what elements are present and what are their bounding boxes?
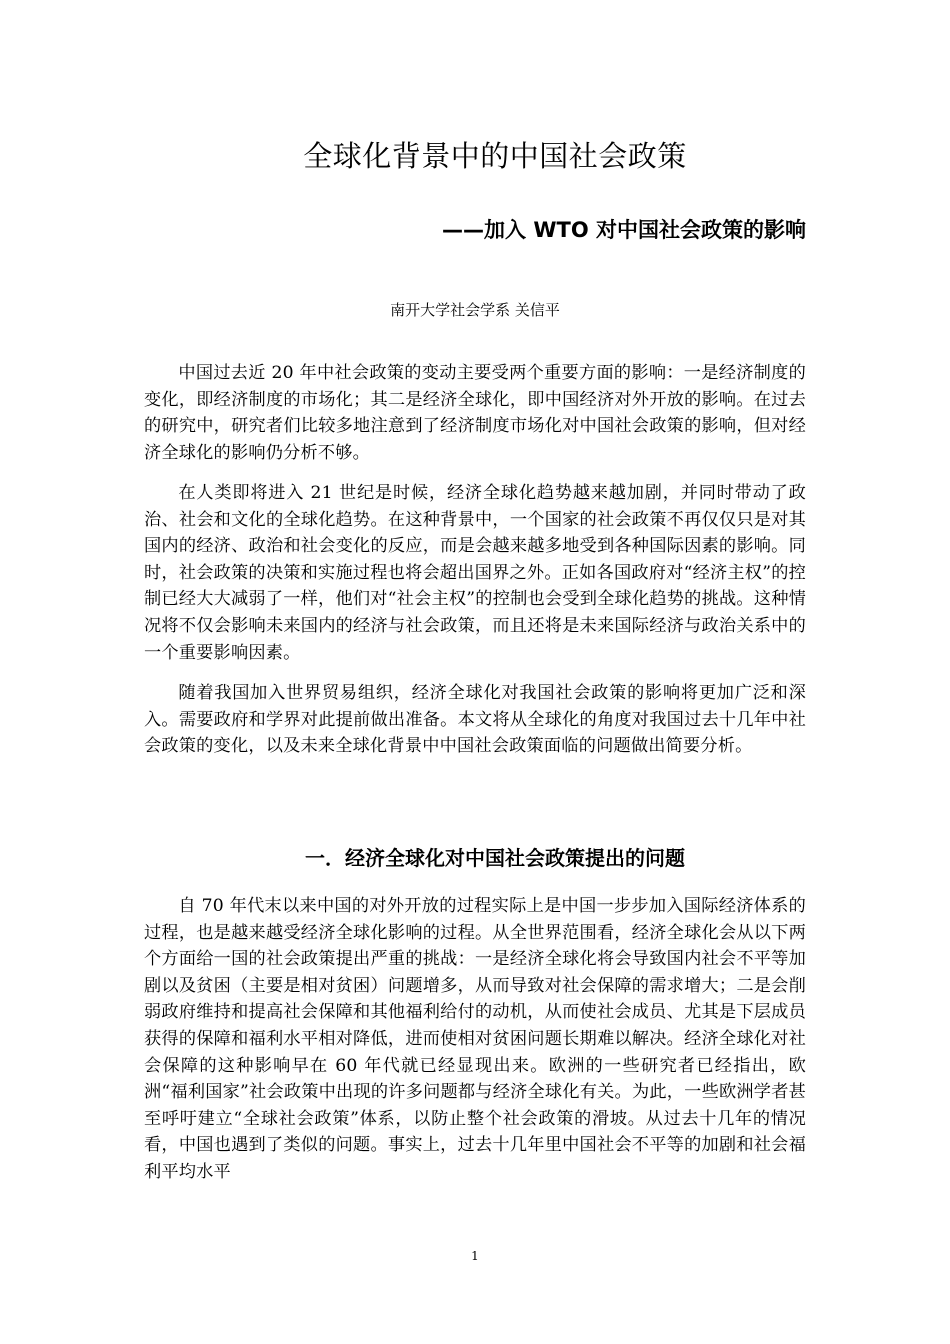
paragraph-intro-3: 随着我国加入世界贸易组织，经济全球化对我国社会政策的影响将更加广泛和深入。需要政府和学界对此提前做出准备。本文将从全球化的角度对我国过去十几年中社会政策的变化，以及未来全球化背景中中国社会政策面临的问题做出简要分析。 [144,683,806,757]
page-number: 1 [471,1249,479,1263]
paragraph-section-1: 自 70 年代末以来中国的对外开放的过程实际上是中国一步步加入国际经济体系的过程，也是越来越受经济全球化影响的过程。从全世界范围看，经济全球化会从以下两个方面给一国的社会政策提出严重的挑战：一是经济全球化将会导致国内社会不平等加剧以及贫困（主要是相对贫困）问题增多，从而导致对社会保障的需求增大；二是会削弱政府维持和提高社会保障和其他福利给付的动机，从而使社会成员、尤其是下层成员获得的保障和福利水平相对降低，进而使相对贫困问题长期难以解决。经济全球化对社会保障的这种影响早在 60 年代就已经显现出来。欧洲的一些研究者已经指出，欧洲“福利国家”社会政策中出现的许多问题都与经济全球化有关。为此，一些欧洲学者甚至呼吁建立“全球社会政策”体系，以防止整个社会政策的滑坡。从过去十几年的情况看，中国也遇到了类似的问题。事实上，过去十几年里中国社会不平等的加剧和社会福利平均水平 [144,896,806,1182]
paragraph-intro-2: 在人类即将进入 21 世纪是时候，经济全球化趋势越来越加剧，并同时带动了政治、社会和文化的全球化趋势。在这种背景中，一个国家的社会政策不再仅仅只是对其国内的经济、政治和社会变化的反应，而是会越来越多地受到各种国际因素的影响。同时，社会政策的决策和实施过程也将会超出国界之外。正如各国政府对“经济主权”的控制已经大大减弱了一样，他们对“社会主权”的控制也会受到全球化趋势的挑战。这种情况将不仅会影响未来国内的经济与社会政策，而且还将是未来国际经济与政治关系中的一个重要影响因素。 [144,483,806,663]
document-title: 全球化背景中的中国社会政策 [303,139,687,174]
document-subtitle: ——加入 WTO 对中国社会政策的影响 [442,218,806,242]
paragraph-intro-1: 中国过去近 20 年中社会政策的变动主要受两个重要方面的影响：一是经济制度的变化，即经济制度的市场化；其二是经济全球化，即中国经济对外开放的影响。在过去的研究中，研究者们比较多地注意到了经济制度市场化对中国社会政策的影响，但对经济全球化的影响仍分析不够。 [144,363,806,463]
author-line: 南开大学社会学系 关信平 [390,301,560,319]
section-heading: 一．经济全球化对中国社会政策提出的问题 [305,845,685,870]
